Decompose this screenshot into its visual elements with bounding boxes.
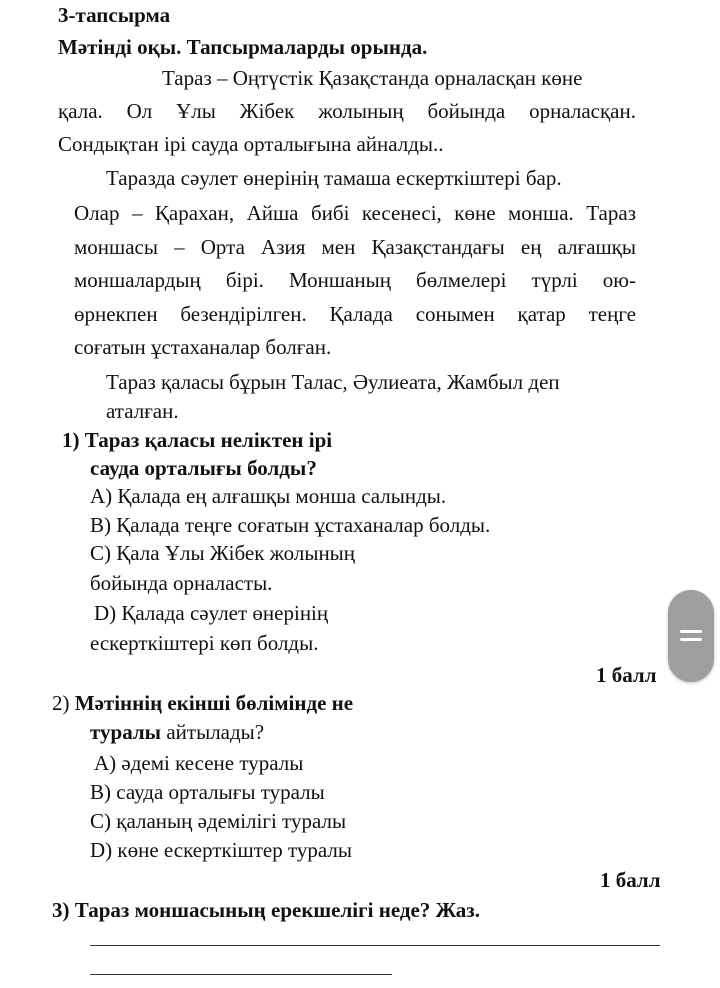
- question-1-score: 1 балл: [596, 663, 657, 687]
- question-2-rest: айтылады?: [161, 720, 265, 744]
- question-1-option-c: C) Қала Ұлы Жібек жолының: [90, 541, 356, 565]
- question-2-option-c: C) қаланың әдемілігі туралы: [90, 809, 347, 833]
- question-2-option-a: A) әдемі кесене туралы: [94, 751, 304, 775]
- question-1-option-b: B) Қалада теңге соғатын ұстаханалар болды.: [90, 513, 491, 537]
- text-line: қала. Ол Ұлы Жібек жолының бойында орналасқан.: [58, 99, 636, 123]
- question-1-option-a: A) Қалада ең алғашқы монша салынды.: [90, 484, 447, 508]
- task-title: 3-тапсырма: [58, 3, 171, 27]
- text-line: Тараз – Оңтүстік Қазақстанда орналасқан көне: [162, 66, 583, 90]
- answer-line: [90, 974, 392, 975]
- text-line: өрнекпен безендірілген. Қалада сонымен қатар теңге: [74, 302, 636, 326]
- question-1-option-d-cont: ескерткіштері көп болды.: [90, 631, 319, 655]
- question-2-bold-cont: туралы: [90, 720, 162, 744]
- grip-icon: [680, 630, 702, 633]
- grip-icon: [680, 638, 702, 641]
- question-2-score: 1 балл: [600, 868, 661, 892]
- answer-line: [90, 945, 660, 946]
- question-2-option-b: B) сауда орталығы туралы: [90, 780, 325, 804]
- question-3-text: 3) Тараз моншасының ерекшелігі неде? Жаз.: [52, 898, 480, 922]
- text-line: Тараз қаласы бұрын Талас, Әулиеата, Жамбыл деп: [106, 370, 560, 394]
- text-line: моншалардың бірі. Моншаның бөлмелері түрлі ою-: [74, 268, 636, 292]
- instruction: Мәтінді оқы. Тапсырмаларды орында.: [58, 35, 428, 59]
- question-2-text-cont: [90, 719, 264, 745]
- text-line: соғатын ұстаханалар болған.: [74, 335, 332, 359]
- question-1-option-c-cont: бойында орналасты.: [90, 571, 273, 595]
- text-line: Таразда сәулет өнерінің тамаша ескерткіштері бар.: [106, 166, 562, 190]
- question-1-text: 1) Тараз қаласы неліктен ірі: [62, 428, 333, 452]
- text-line: Сондықтан ірі сауда орталығына айналды..: [58, 132, 444, 156]
- scroll-handle[interactable]: [668, 590, 714, 682]
- question-2-text: [52, 690, 353, 716]
- question-2-bold: Мәтіннің екінші бөлімінде не: [74, 691, 354, 715]
- question-2-option-d: D) көне ескерткіштер туралы: [90, 838, 352, 862]
- question-2-number: 2): [52, 691, 70, 715]
- question-1-text-cont: сауда орталығы болды?: [90, 456, 317, 480]
- question-1-option-d: D) Қалада сәулет өнерінің: [94, 601, 329, 625]
- text-line: аталған.: [106, 399, 179, 423]
- text-line: Олар – Қарахан, Айша бибі кесенесі, көне монша. Тараз: [74, 201, 636, 225]
- text-line: моншасы – Орта Азия мен Қазақстандағы ең алғашқы: [74, 235, 636, 259]
